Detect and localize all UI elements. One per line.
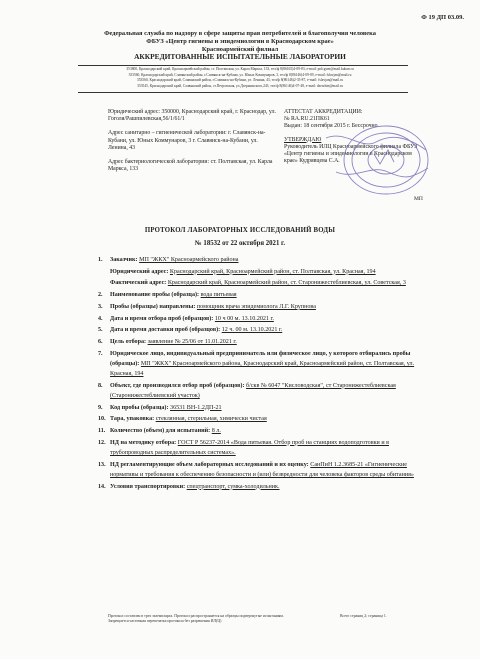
contacts-divider	[78, 92, 408, 93]
footer-note-1: Протокол составлен в трех экземплярах. Протокол распространяется на образцы подвергнутые испытаниям.	[108, 614, 284, 618]
header-divider	[78, 65, 408, 66]
list-item	[98, 302, 428, 312]
item-value: МП "ЖКХ" Красноармейского района	[139, 257, 239, 263]
header-line-1: Федеральная служба по надзору в сфере защиты прав потребителей и благополучия человека	[104, 30, 376, 37]
item-number: 14.	[98, 483, 106, 490]
approver-name: Руководитель ИЛЦ Красноармейского филиала ФБУЗ «Центр гигиены и эпидемиологии в Краснодарском крае» Кудрявцева С.А.	[284, 143, 418, 165]
header-line-3: Красноармейский филиал	[201, 45, 279, 53]
item-value: заявление № 25/06 от 11.01.2021 г.	[147, 338, 237, 345]
item-text	[110, 438, 428, 458]
header-line-2: ФБУЗ «Центр гигиены и эпидемиологии в Краснодарском крае»	[146, 37, 334, 45]
item-value: стеклянная, стерильная, химически чистая	[155, 416, 267, 423]
item-text	[110, 325, 428, 335]
item-number: 6.	[98, 338, 103, 345]
item-label: Дата и время доставки проб (образцов):	[110, 327, 221, 334]
list-item	[98, 381, 428, 401]
item-number: 7.	[98, 350, 103, 357]
item-number: 2.	[98, 292, 103, 299]
item-number: 12.	[98, 439, 106, 446]
accreditation-title: АТТЕСТАТ АККРЕДИТАЦИИ:	[284, 109, 363, 115]
item-value: 10 ч 00 м. 13.10.2021 г.	[214, 315, 274, 322]
item-value: Краснодарский край, Красноармейский район, ст. Полтавская, ул. Красная, 194	[169, 268, 376, 275]
item-label: Юридическое лицо, индивидуальный предприниматель или физическое лицо, у которого отбирались пробы (образцы):	[110, 350, 411, 367]
item-value: ГОСТ Р 56237-2014 «Вода питьевая. Отбор проб на станциях водоподготовки и в трубопроводных распределительных системах».	[110, 439, 389, 456]
item-value: СанПиН 1.2.3685-21 «Гигиенические нормативы и требования к обеспечению безопасности и (или) безвредности для человека факторов среды обитания»	[110, 461, 414, 478]
item-value: МП "ЖКХ" Красноармейского района, Краснодарский край, Красноармейский район, ст. Полтавская, ул. Красная, 194	[110, 360, 415, 378]
list-item	[98, 337, 428, 347]
round-stamp-icon	[316, 120, 434, 198]
item-number: 13.	[98, 461, 106, 468]
item-text	[110, 482, 428, 492]
item-text	[110, 314, 428, 324]
list-item	[98, 482, 428, 492]
item-text	[110, 414, 428, 424]
header-line-4: АККРЕДИТОВАННЫЕ ИСПЫТАТЕЛЬНЫЕ ЛАБОРАТОРИИ	[134, 52, 346, 62]
sanitary-lab-address: Адрес санитарно – гигиенической лаборатории: г. Славянск-на-Кубани, ул. Юных Коммунаров, 3 г. Славянск-на-Кубани, ул. Ленина, 43	[108, 130, 266, 151]
footer-notes	[108, 614, 284, 625]
item-text	[110, 403, 428, 413]
item-number: 11.	[98, 428, 106, 435]
item-text	[110, 302, 428, 312]
item-number: 5.	[98, 327, 103, 334]
item-value: 12 ч. 00 м. 13.10.2021 г.	[221, 327, 283, 334]
item-value: помощник врача эпидемиолога Л.Г. Крупнова	[196, 303, 316, 310]
header-contacts	[40, 67, 440, 89]
item-label: Объект, где производился отбор проб (образцов):	[110, 382, 245, 389]
item-value: спецтранспорт, сумка-холодильник.	[186, 483, 280, 490]
item-number	[98, 267, 110, 277]
item-value: 8 л.	[211, 428, 221, 435]
approve-heading: УТВЕРЖДАЮ	[284, 136, 322, 143]
contact-line-4: 353545, Краснодарский край, Славянский район, ст.Петровская, ул.Дзержинского,243, тел/ф 8(86146)4-07-48, e-mail: dzerzhin@mail.ru	[137, 83, 343, 88]
item-text	[110, 381, 428, 401]
item-text	[110, 255, 428, 265]
item-text	[110, 337, 428, 347]
legal-address: Юридический адрес: 350000, Краснодарский край, г. Краснодар, ул. Гоголя/Рашпилевская,56/1/61/1	[108, 109, 276, 123]
item-value: б/скв № 6047 "Кисловодская", ст Старонижестеблиевская (Старонижестеблиевский участок)	[110, 382, 396, 399]
item-number: 4.	[98, 315, 103, 322]
list-item	[98, 426, 428, 436]
lab-addresses	[108, 109, 278, 180]
list-item	[98, 349, 428, 380]
page-count: Всего страниц 2; страница 1.	[340, 614, 387, 618]
contact-line-2: 353560, Краснодарский край, Славянский район, г.Славянск-на-Кубани, ул. Юных Коммунаров, 3, тел/ф 8(86146)4-09-09, e-mail: fslavjan@mail.ru	[128, 72, 352, 77]
item-number: 9.	[98, 404, 103, 411]
accreditation-issued: Выдан: 18 сентября 2015 г. Бессрочно	[284, 123, 378, 130]
list-item	[98, 460, 428, 480]
item-label: Фактический адрес:	[110, 280, 167, 287]
organization-header	[40, 30, 440, 61]
list-item	[98, 314, 428, 324]
item-number	[98, 278, 110, 288]
list-item	[98, 438, 428, 458]
contact-line-1: 353800, Краснодарский край, Красноармейский район, ст. Полтавская, ул. Карла Маркса, 133, тел/ф 8(86165)4-09-83, e-mail: polcgsen@mail.kuban.ru	[126, 67, 354, 71]
item-text	[110, 278, 428, 288]
item-text	[110, 460, 428, 480]
form-number: Ф 19 ДП 03.09.	[421, 14, 464, 21]
list-item	[98, 278, 428, 288]
item-text	[110, 267, 428, 277]
item-label: Условия транспортировки:	[110, 483, 186, 490]
item-label: Наименование пробы (образца):	[110, 292, 200, 299]
item-label: Код пробы (образца):	[110, 404, 169, 411]
item-label: Пробы (образцы) направлены:	[110, 303, 196, 310]
item-label: Заказчик:	[110, 257, 138, 263]
protocol-number: № 18532 от 22 октября 2021 г.	[194, 240, 286, 247]
item-value: Краснодарский край, Красноармейский район, ст. Старонижестеблиевская, ул. Советская, 3	[167, 280, 406, 287]
item-text	[110, 426, 428, 436]
item-label: Юридический адрес:	[110, 268, 169, 275]
item-text	[110, 290, 428, 300]
stamp-mark-label: МП	[414, 196, 423, 202]
footer-note-2: Запрещается частичная перепечатка протокола без разрешения ИЛ(Ц)	[108, 619, 222, 624]
item-value: вода питьевая	[200, 292, 237, 299]
list-item	[98, 290, 428, 300]
protocol-items-list	[98, 255, 428, 493]
item-label: Количество (объем) для испытаний:	[110, 428, 211, 435]
list-item	[98, 255, 428, 265]
contact-line-3: 353560, Краснодарский край, Славянский район, г.Славянск-на-Кубани, ул. Ленина, 43, тел/ф 8(86146)2-35-87, e-mail: fslavjan@mail.ru	[136, 78, 344, 82]
bacterio-lab-address: Адрес бактериологической лаборатории: ст. Полтавская, ул. Карла Маркса, 133	[108, 159, 273, 173]
accreditation-number: № RA.RU.21ПК61	[284, 116, 330, 123]
item-number: 8.	[98, 382, 103, 389]
item-number: 1.	[98, 257, 103, 263]
item-number: 3.	[98, 303, 103, 310]
item-label: Дата и время отбора проб (образцов):	[110, 315, 214, 322]
list-item	[98, 325, 428, 335]
item-label: НД на методику отбора:	[110, 439, 177, 446]
item-label: НД регламентирующие объем лабораторных исследований и их оценку:	[110, 461, 309, 468]
item-number: 10.	[98, 416, 106, 423]
item-text	[110, 349, 428, 380]
item-label: Цель отбора:	[110, 338, 147, 345]
list-item	[98, 403, 428, 413]
item-label: Тара, упаковка:	[110, 416, 155, 423]
list-item	[98, 414, 428, 424]
protocol-title: ПРОТОКОЛ ЛАБОРАТОРНЫХ ИССЛЕДОВАНИЙ ВОДЫ	[144, 227, 336, 234]
item-value: 36531 ВН-1.2ДП-21	[170, 404, 222, 411]
list-item	[98, 267, 428, 277]
